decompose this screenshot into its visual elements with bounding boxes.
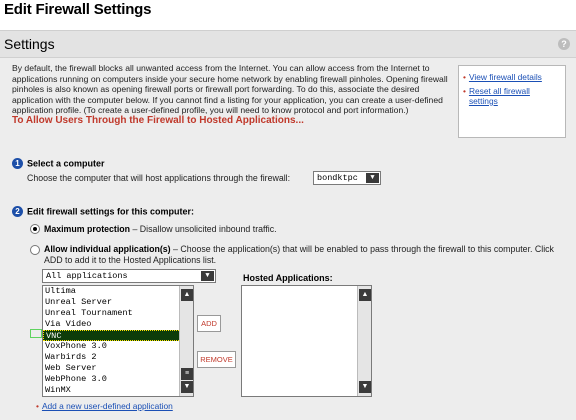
application-list-item[interactable]: WinMX bbox=[45, 385, 71, 395]
computer-select[interactable] bbox=[313, 171, 381, 185]
application-list-item[interactable]: Via Video bbox=[45, 319, 92, 329]
chevron-down-icon[interactable]: ▼ bbox=[366, 173, 379, 183]
application-list bbox=[43, 286, 193, 397]
scroll-up-icon[interactable]: ▲ bbox=[359, 289, 371, 301]
maximum-protection-radio[interactable] bbox=[30, 224, 40, 234]
scroll-up-icon[interactable]: ▲ bbox=[181, 289, 193, 301]
side-links-box bbox=[458, 65, 566, 138]
help-icon[interactable]: ? bbox=[558, 38, 570, 50]
allow-individual-radio[interactable] bbox=[30, 245, 40, 255]
scroll-down-icon[interactable]: ▼ bbox=[359, 381, 371, 393]
step2-title: Edit firewall settings for this computer: bbox=[27, 206, 195, 217]
application-list-item[interactable]: WebPhone 3.0 bbox=[45, 374, 107, 384]
bullet-icon: • bbox=[36, 401, 39, 411]
page-title: Edit Firewall Settings bbox=[4, 1, 152, 18]
application-listbox[interactable] bbox=[42, 285, 194, 397]
application-list-item[interactable]: Unreal Server bbox=[45, 297, 113, 307]
hosted-applications-listbox[interactable] bbox=[241, 285, 372, 397]
intro-text: By default, the firewall blocks all unwanted access from the Internet. You can allow access from the Internet to applications running on computers inside your secure home network by enabling firewall pinholes. Opening firewall pinholes is also known as opening firewall ports or firewall port forwarding. To do this, associate the desired application with the computer below. If you cannot find a listing for your application, you can create a user-defined application profile. (To create a user-defined profile, you will need to know protocol and port information.) bbox=[12, 63, 448, 116]
application-list-item[interactable]: Unreal Tournament bbox=[45, 308, 133, 318]
computer-select-value: bondktpc bbox=[317, 173, 358, 183]
step1-title: Select a computer bbox=[27, 158, 105, 169]
application-filter-value: All applications bbox=[46, 271, 128, 281]
selection-indicator bbox=[30, 329, 42, 338]
step1-heading bbox=[12, 158, 105, 169]
panel-header bbox=[0, 31, 576, 58]
bullet-icon: • bbox=[463, 72, 466, 82]
scroll-thumb[interactable]: ≡ bbox=[181, 368, 193, 380]
maximum-protection-label: Maximum protection – Disallow unsolicited inbound traffic. bbox=[44, 224, 277, 234]
application-list-item[interactable]: Web Server bbox=[45, 363, 97, 373]
application-list-item[interactable]: VoxPhone 3.0 bbox=[45, 341, 107, 351]
view-firewall-details-link[interactable]: • View firewall details bbox=[463, 72, 542, 82]
listbox-scrollbar[interactable] bbox=[179, 286, 193, 396]
reset-firewall-settings-link[interactable]: • Reset all firewall settings bbox=[463, 86, 530, 106]
application-list-item[interactable]: VNC bbox=[43, 330, 193, 341]
hosted-applications-title: Hosted Applications: bbox=[243, 273, 333, 283]
chevron-down-icon[interactable]: ▼ bbox=[201, 271, 214, 281]
section-title: To Allow Users Through the Firewall to Hosted Applications... bbox=[12, 115, 304, 126]
scroll-down-icon[interactable]: ▼ bbox=[181, 381, 193, 393]
step-number-icon: 2 bbox=[12, 206, 23, 217]
application-list-item[interactable]: Ultima bbox=[45, 286, 76, 296]
step-number-icon: 1 bbox=[12, 158, 23, 169]
add-user-defined-app-link[interactable]: • Add a new user-defined application bbox=[36, 401, 173, 411]
application-list-item[interactable]: Warbirds 2 bbox=[45, 352, 97, 362]
bullet-icon: • bbox=[463, 86, 466, 96]
add-button[interactable]: ADD bbox=[197, 315, 221, 332]
hosted-scrollbar[interactable] bbox=[357, 286, 371, 396]
remove-button[interactable]: REMOVE bbox=[197, 351, 236, 368]
allow-individual-label: Allow individual application(s) – Choose the application(s) that will be enabled to pass through the firewall to this computer. Click ADD to add it to the Hosted Applications list. bbox=[44, 244, 554, 265]
application-list-item[interactable] bbox=[43, 396, 193, 397]
step2-heading bbox=[12, 206, 194, 217]
panel-title: Settings bbox=[4, 36, 55, 52]
step1-description: Choose the computer that will host applications through the firewall: bbox=[27, 173, 291, 183]
application-filter-select[interactable] bbox=[42, 269, 216, 283]
